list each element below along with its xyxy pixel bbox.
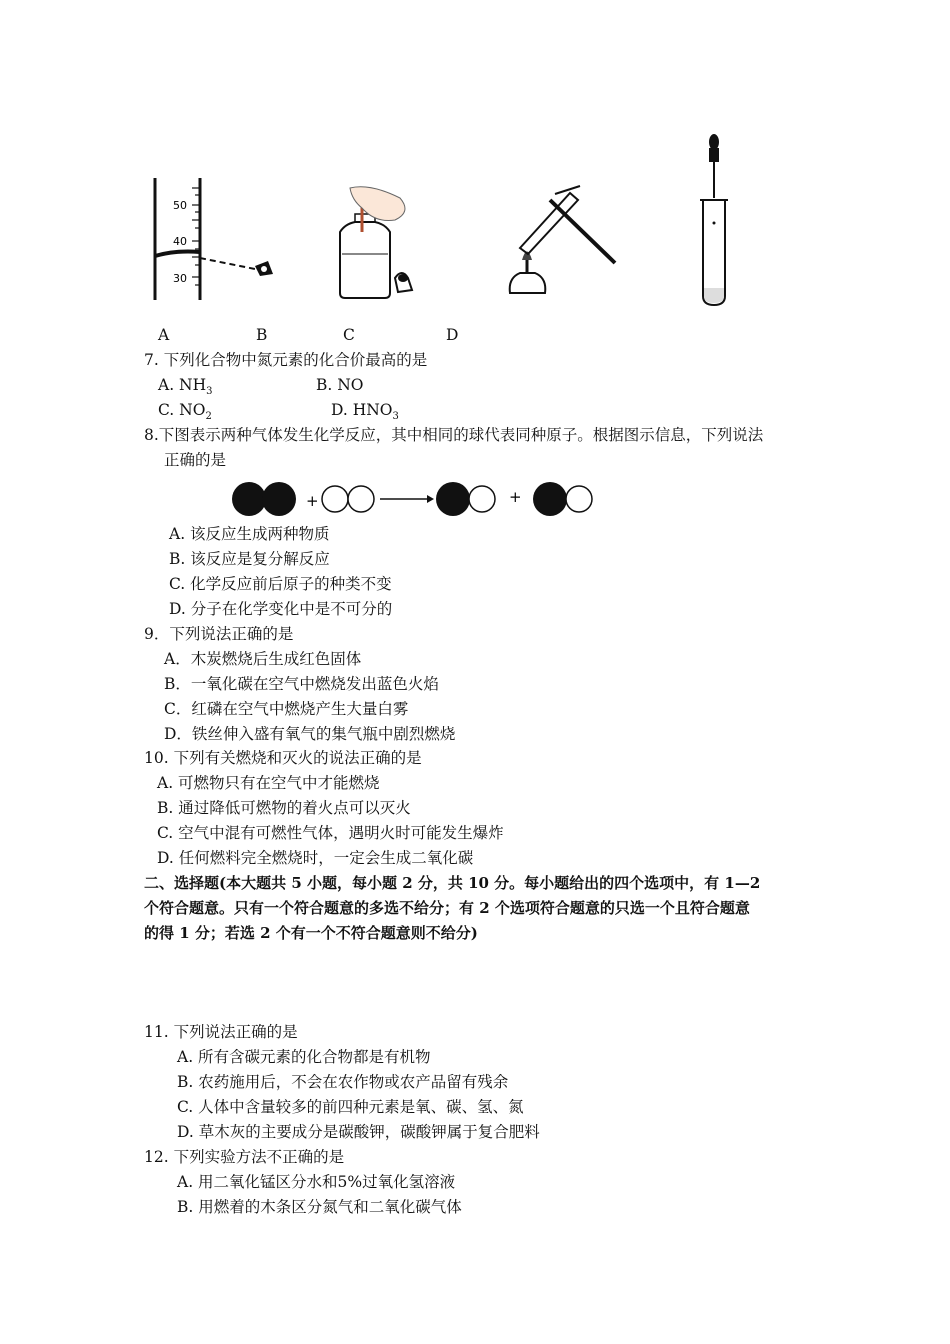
black-atom [533, 482, 567, 516]
section2-heading-line2: 个符合题意。只有一个符合题意的多选不给分；有 2 个选项符合题意的只选一个且符合题意 [144, 899, 750, 917]
q8-stem: 8.下图表示两种气体发生化学反应，其中相同的球代表同种原子。根据图示信息，下列说法 [144, 426, 764, 444]
white-atom [469, 486, 495, 512]
q11-option-b: B. 农药施用后，不会在农作物或农产品留有残余 [177, 1073, 509, 1091]
white-atom [348, 486, 374, 512]
q9-option-b: B．一氧化碳在空气中燃烧发出蓝色火焰 [164, 675, 439, 693]
figure-label-b: B [256, 326, 268, 344]
q8-option-b: B. 该反应是复分解反应 [169, 550, 330, 568]
white-atom [566, 486, 592, 512]
figure-b-dropper-bottle [340, 187, 412, 298]
figure-c-heating-tube [510, 186, 615, 293]
q8-option-d: D. 分子在化学变化中是不可分的 [169, 600, 393, 618]
q8-option-c: C. 化学反应前后原子的种类不变 [169, 575, 392, 593]
black-atom [436, 482, 470, 516]
q7-option-c: C. $NO_2$ [158, 401, 212, 423]
q7-stem: 7. 下列化合物中氮元素的化合价最高的是 [144, 351, 428, 369]
figure-d-dropper-tube [700, 134, 728, 305]
section2-heading-line1: 二、选择题(本大题共 5 小题，每小题 2 分，共 10 分。每小题给出的四个选项中，有 1—2 [144, 874, 761, 892]
q11-option-c: C. 人体中含量较多的前四种元素是氧、碳、氢、氮 [177, 1098, 524, 1116]
q9-option-c: C．红磷在空气中燃烧产生大量白雾 [164, 700, 409, 718]
q9-option-d: D．铁丝伸入盛有氧气的集气瓶中剧烈燃烧 [164, 725, 456, 743]
plus-sign: + [306, 492, 319, 510]
q11-option-d: D. 草木灰的主要成分是碳酸钾，碳酸钾属于复合肥料 [177, 1123, 540, 1141]
q8-option-a: A. 该反应生成两种物质 [169, 525, 330, 543]
q9-option-a: A．木炭燃烧后生成红色固体 [164, 650, 362, 668]
q10-stem: 10. 下列有关燃烧和灭火的说法正确的是 [144, 749, 422, 767]
figure-label-c: C [343, 326, 355, 344]
q8-stem-cont: 正确的是 [164, 451, 227, 469]
q10-option-d: D. 任何燃料完全燃烧时，一定会生成二氧化碳 [157, 849, 474, 867]
white-atom [322, 486, 348, 512]
cylinder-tick-50: 50 [173, 199, 187, 212]
q9-stem: 9．下列说法正确的是 [144, 625, 294, 643]
q10-option-a: A. 可燃物只有在空气中才能燃烧 [157, 774, 380, 792]
section2-heading-line3: 的得 1 分；若选 2 个有一个不符合题意则不给分) [144, 924, 478, 942]
figure-label-a: A [158, 326, 170, 344]
cylinder-tick-30: 30 [173, 272, 187, 285]
q12-option-b: B. 用燃着的木条区分氮气和二氧化碳气体 [177, 1198, 462, 1216]
q7-option-d: D. $HNO_3$ [331, 401, 399, 423]
q10-option-b: B. 通过降低可燃物的着火点可以灭火 [157, 799, 411, 817]
black-atom [232, 482, 266, 516]
cylinder-tick-40: 40 [173, 235, 187, 248]
q12-stem: 12. 下列实验方法不正确的是 [144, 1148, 345, 1166]
q11-option-a: A. 所有含碳元素的化合物都是有机物 [177, 1048, 431, 1066]
reaction-diagram [225, 478, 605, 520]
q10-option-c: C. 空气中混有可燃性气体，遇明火时可能发生爆炸 [157, 824, 504, 842]
q11-stem: 11. 下列说法正确的是 [144, 1023, 298, 1041]
figure-a-cylinder [155, 178, 273, 300]
lab-figures [140, 128, 780, 313]
black-atom [262, 482, 296, 516]
q7-option-b: B. NO [316, 376, 364, 394]
q12-option-a: A. 用二氧化锰区分水和5%过氧化氢溶液 [177, 1173, 456, 1191]
plus-sign: + [509, 488, 522, 506]
figure-label-d: D [446, 326, 459, 344]
q7-option-a: A. $NH_3$ [158, 376, 213, 398]
